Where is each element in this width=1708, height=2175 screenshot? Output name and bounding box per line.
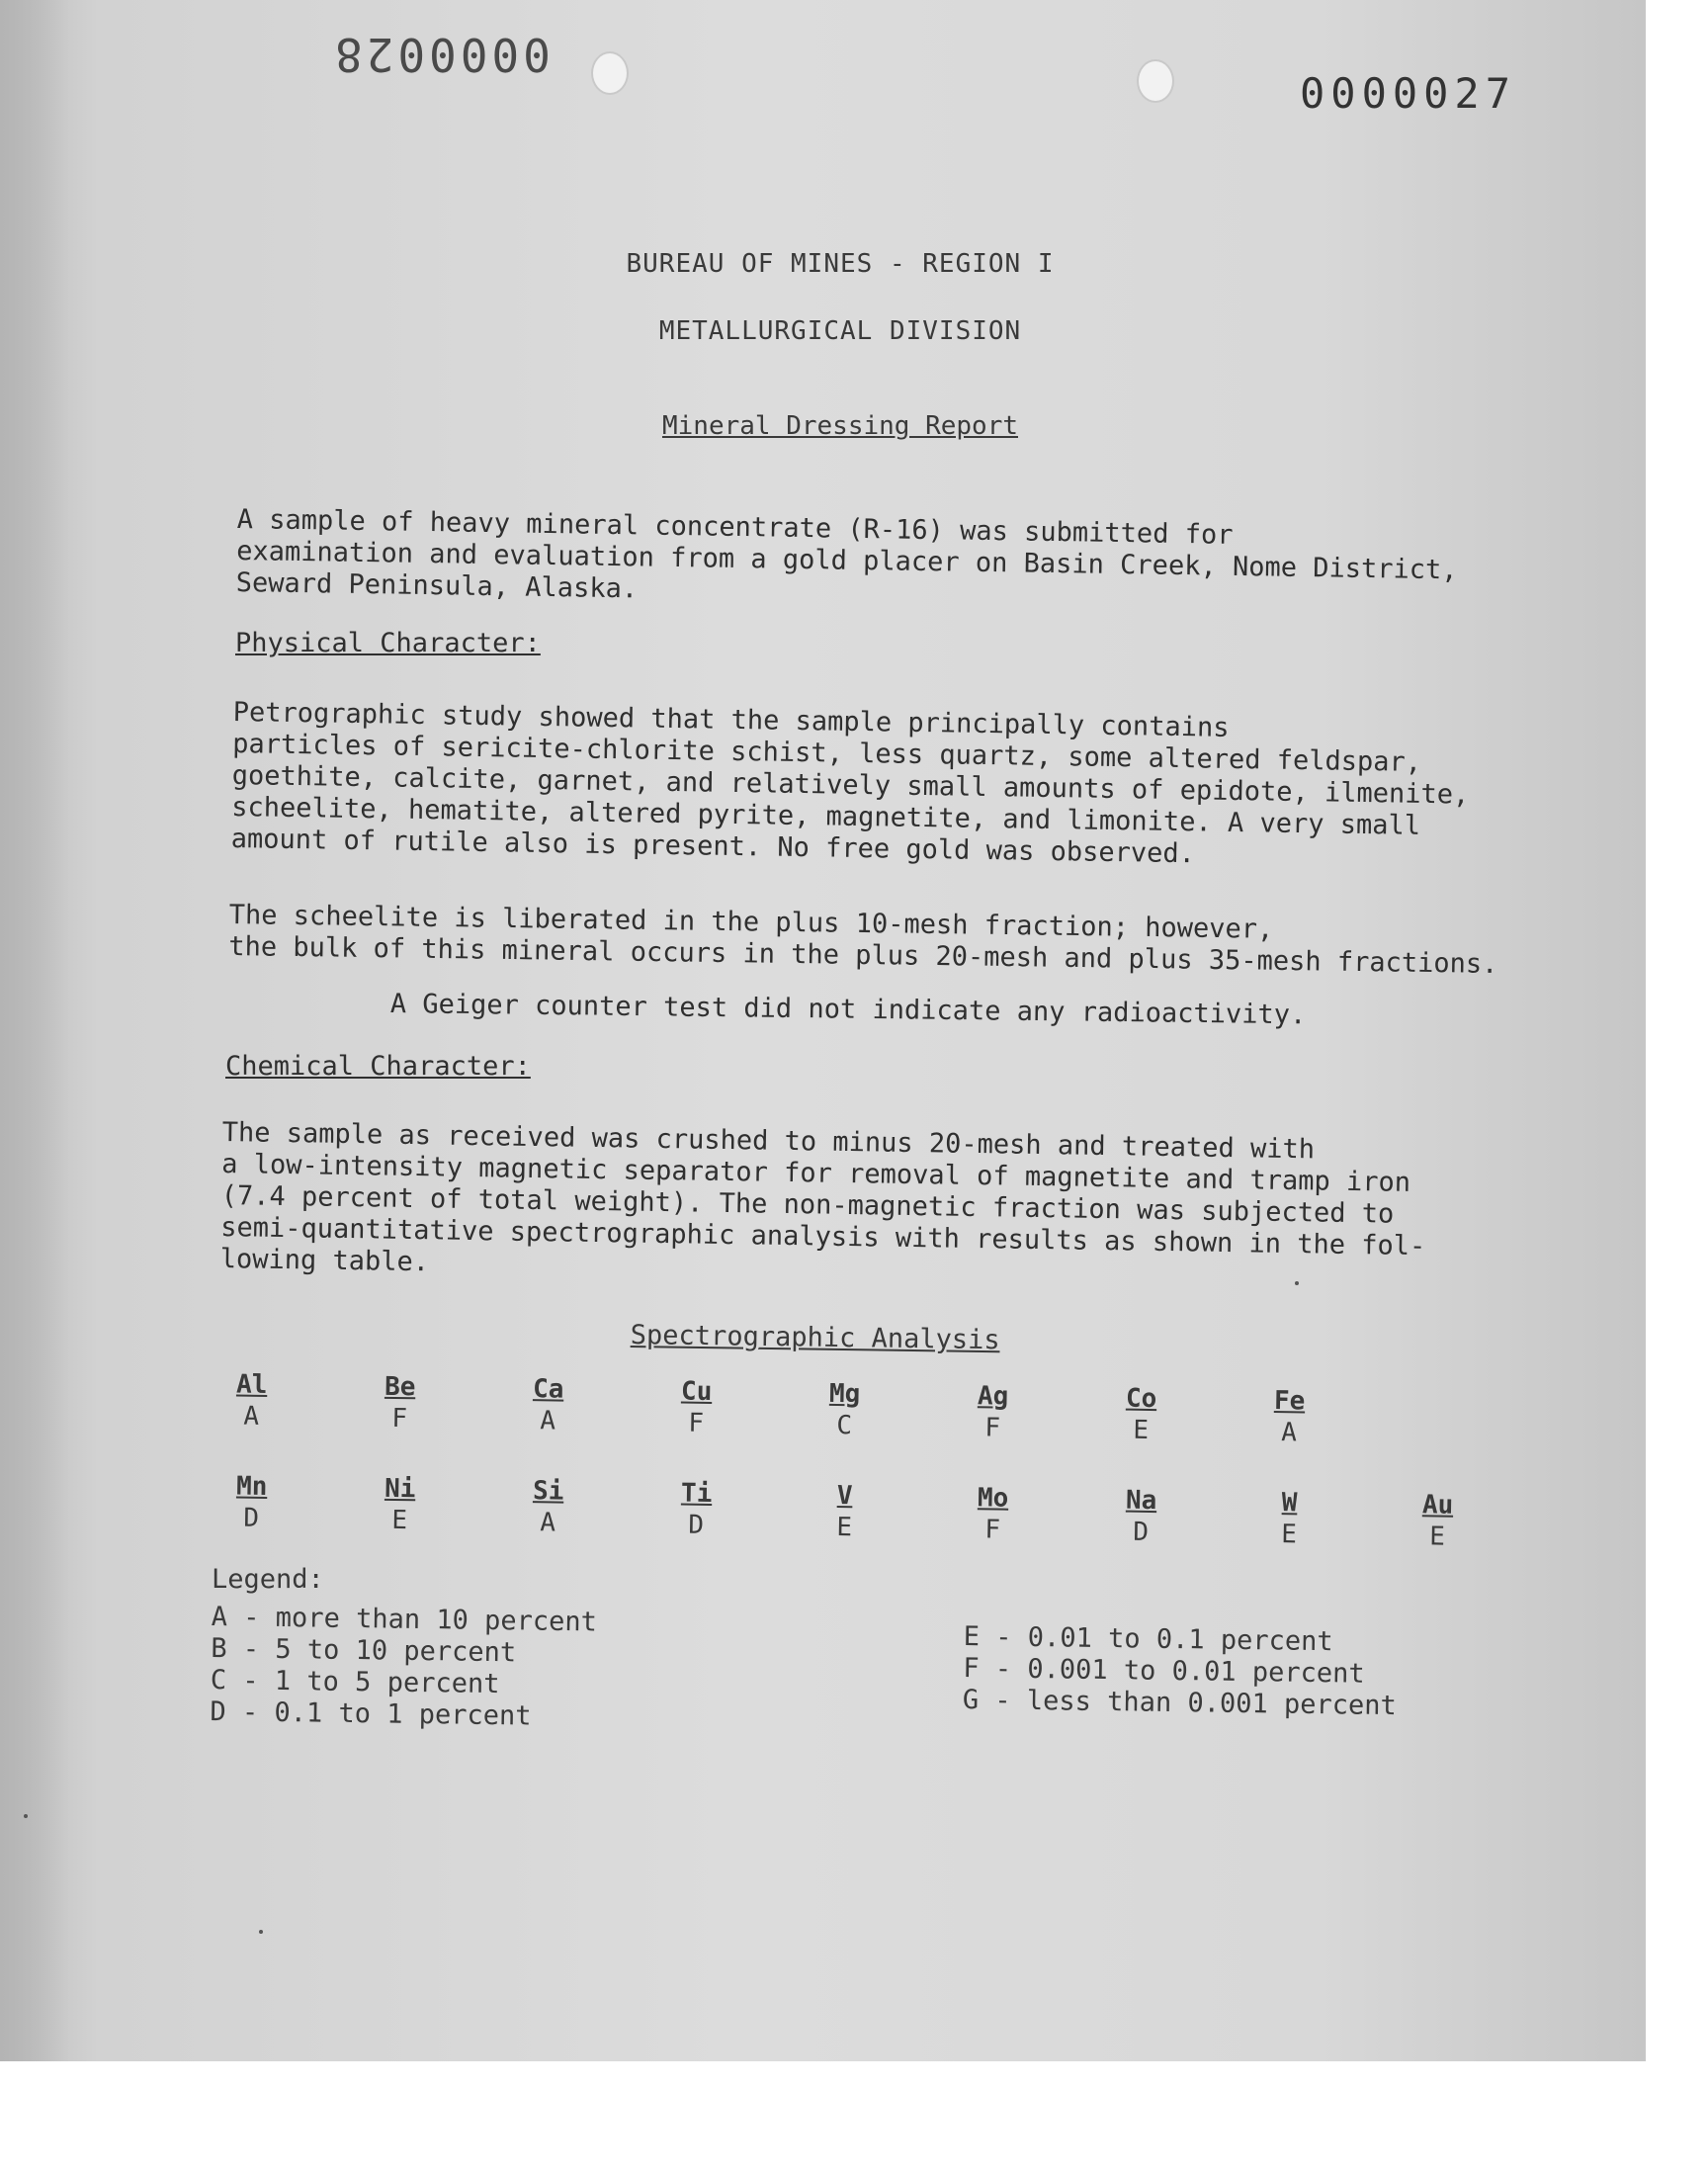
legend-item: C - 1 to 5 percent	[210, 1664, 500, 1700]
element-grade: D	[688, 1510, 705, 1540]
legend-item: D - 0.1 to 1 percent	[210, 1696, 532, 1732]
scan-speck	[24, 1814, 28, 1818]
spectrographic-title: Spectrographic Analysis	[630, 1320, 1000, 1356]
element-cell	[948, 1381, 1038, 1443]
punch-hole	[591, 51, 629, 95]
scheelite-paragraph: The scheelite is liberated in the plus 10-mesh fraction; however, the bulk of this mineral occurs in the plus 20-mesh and plus 35-mesh fractions.	[228, 900, 1498, 980]
chemical-paragraph: The sample as received was crushed to minus 20-mesh and treated with a low-intensity magnetic separator for removal of magnetite and tramp iron (7.4 percent of total weight). The non-magnetic fraction was subjected to semi-quantitative spectrographic analysis with results as shown in the fol- lowing table.	[219, 1117, 1426, 1278]
petrographic-paragraph: Petrographic study showed that the sample principally contains particles of sericite-chlorite schist, less quartz, some altered feldspar, goethite, calcite, garnet, and relatively small amounts of epidote, ilmenite, scheelite, hematite, altered pyrite, magnetite, and limonite. A very small amount of rutile also is present. No free gold was observed.	[230, 697, 1470, 870]
element-grade: F	[688, 1408, 705, 1438]
element-cell	[800, 1378, 890, 1440]
element-cell	[651, 1376, 741, 1438]
element-grade: F	[391, 1403, 408, 1435]
element-grade: E	[1281, 1520, 1298, 1550]
element-grade: A	[540, 1406, 556, 1436]
element-symbol: Cu	[680, 1376, 713, 1408]
legend-item: F - 0.001 to 0.01 percent	[963, 1652, 1365, 1690]
chemical-character-heading: Chemical Character:	[225, 1051, 531, 1082]
element-symbol: Na	[1125, 1485, 1157, 1517]
element-grade: E	[1429, 1522, 1446, 1552]
spectro-row-1	[207, 1369, 1512, 1479]
element-grade: D	[1133, 1517, 1150, 1547]
legend-item: A - more than 10 percent	[211, 1602, 598, 1638]
element-symbol: Ca	[532, 1374, 564, 1405]
scan-speck	[259, 1930, 263, 1934]
element-cell	[948, 1483, 1038, 1545]
element-grade: A	[243, 1401, 260, 1432]
element-symbol: V	[836, 1481, 853, 1512]
element-grade: F	[984, 1413, 1001, 1443]
element-grade: E	[1133, 1415, 1150, 1445]
legend-item: G - less than 0.001 percent	[962, 1684, 1397, 1722]
element-symbol: Ti	[680, 1478, 713, 1510]
punch-hole	[1137, 59, 1174, 103]
element-symbol: Fe	[1273, 1385, 1306, 1417]
report-title: Mineral Dressing Report	[661, 411, 1019, 441]
element-cell	[355, 1473, 445, 1535]
element-cell	[1244, 1385, 1334, 1447]
element-cell	[207, 1471, 297, 1533]
physical-character-heading: Physical Character:	[235, 628, 541, 658]
element-symbol: Mg	[828, 1378, 861, 1410]
element-cell	[503, 1476, 593, 1538]
element-symbol: Co	[1125, 1383, 1157, 1415]
page-stamp-inverted: 0000028	[331, 28, 551, 81]
element-grade: A	[540, 1508, 556, 1538]
scan-edge-shadow	[0, 0, 69, 2061]
element-grade: E	[836, 1513, 853, 1543]
element-symbol: Al	[235, 1369, 268, 1400]
element-grade: D	[243, 1503, 260, 1533]
element-symbol: Be	[384, 1371, 416, 1403]
element-cell	[651, 1478, 741, 1540]
element-cell	[207, 1369, 297, 1432]
legend-left-column	[210, 1602, 597, 1733]
element-symbol: W	[1281, 1488, 1298, 1519]
element-symbol: Ag	[977, 1381, 1009, 1412]
element-symbol: Si	[532, 1476, 564, 1507]
spectro-row-2	[207, 1471, 1512, 1581]
page-stamp: 0000027	[1300, 69, 1517, 118]
element-cell	[1393, 1490, 1483, 1552]
division-heading: METALLURGICAL DIVISION	[658, 316, 1022, 346]
element-grade: F	[984, 1515, 1001, 1545]
element-cell	[503, 1374, 593, 1436]
element-cell	[800, 1480, 890, 1542]
element-grade: E	[391, 1505, 408, 1536]
scan-speck	[1295, 1281, 1299, 1285]
element-symbol: Mo	[977, 1483, 1009, 1514]
element-cell	[1096, 1485, 1186, 1547]
legend-item: E - 0.01 to 0.1 percent	[963, 1621, 1333, 1658]
element-cell	[1096, 1383, 1186, 1445]
element-cell	[1244, 1487, 1334, 1549]
element-grade: C	[836, 1411, 853, 1441]
element-symbol: Ni	[384, 1473, 416, 1505]
element-symbol: Au	[1421, 1490, 1454, 1521]
legend-item: B - 5 to 10 percent	[211, 1632, 517, 1669]
legend-right-column	[963, 1621, 1398, 1722]
geiger-paragraph: A Geiger counter test did not indicate any radioactivity.	[389, 989, 1307, 1031]
element-symbol: Mn	[235, 1471, 268, 1502]
bureau-heading: BUREAU OF MINES - REGION I	[626, 249, 1055, 279]
intro-paragraph: A sample of heavy mineral concentrate (R-16) was submitted for examination and evaluation from a gold placer on Basin Creek, Nome District, Seward Peninsula, Alaska.	[235, 504, 1458, 605]
element-grade: A	[1281, 1418, 1298, 1448]
legend-title: Legend:	[212, 1564, 324, 1595]
element-cell	[355, 1371, 445, 1434]
